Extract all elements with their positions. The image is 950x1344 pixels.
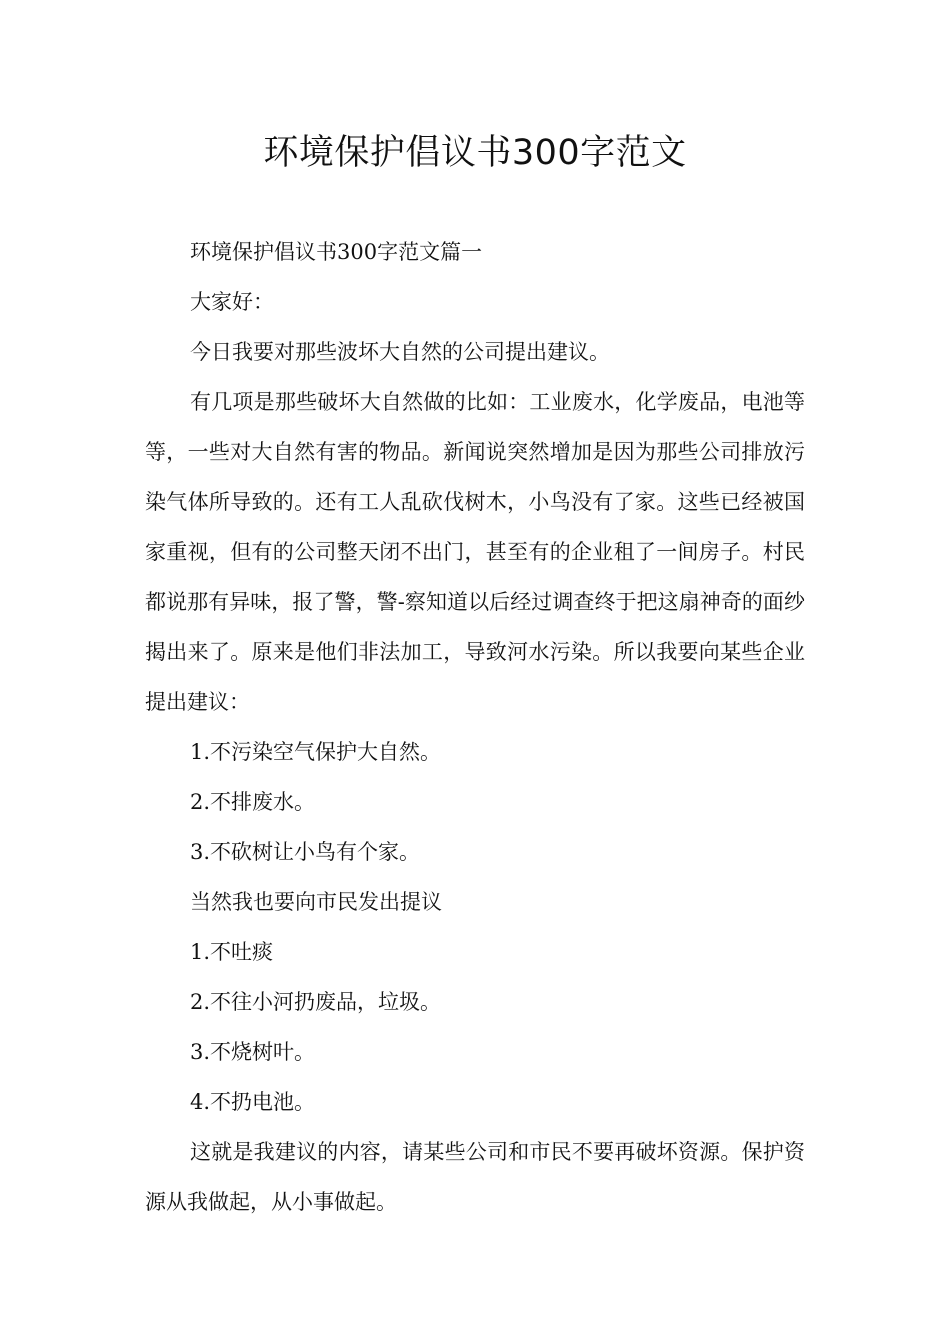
document-body	[145, 227, 805, 1227]
list-item-citizen-4: 4.不扔电池。	[190, 1090, 316, 1114]
document-title: 环境保护倡议书300字范文	[263, 133, 687, 173]
list-item-citizen-2: 2.不往小河扔废品，垃圾。	[190, 990, 442, 1014]
list-item-company-3: 3.不砍树让小鸟有个家。	[190, 840, 421, 864]
list-item-company-2: 2.不排废水。	[190, 790, 316, 814]
paragraph-conclusion: 这就是我建议的内容，请某些公司和市民不要再破坏资源。保护资源从我做起，从小事做起。	[145, 1140, 805, 1214]
list-item-company-1: 1.不污染空气保护大自然。	[190, 740, 442, 764]
paragraph-greeting: 大家好：	[190, 290, 274, 314]
list-item-citizen-3: 3.不烧树叶。	[190, 1040, 316, 1064]
list-item-citizen-1: 1.不吐痰	[190, 940, 274, 964]
paragraph-intro: 今日我要对那些波坏大自然的公司提出建议。	[190, 340, 610, 364]
paragraph-heading: 环境保护倡议书300字范文篇一	[190, 240, 483, 264]
paragraph-main: 有几项是那些破坏大自然做的比如：工业废水，化学废品，电池等等，一些对大自然有害的物品。新闻说突然增加是因为那些公司排放污染气体所导致的。还有工人乱砍伐树木，小鸟没有了家。这些已经被国家重视，但有的公司整天闭不出门，甚至有的企业租了一间房子。村民都说那有异味，报了警，警-察知道以后经过调查终于把这扇神奇的面纱揭出来了。原来是他们非法加工，导致河水污染。所以我要向某些企业提出建议：	[145, 390, 805, 714]
paragraph-citizen-intro: 当然我也要向市民发出提议	[190, 890, 442, 914]
